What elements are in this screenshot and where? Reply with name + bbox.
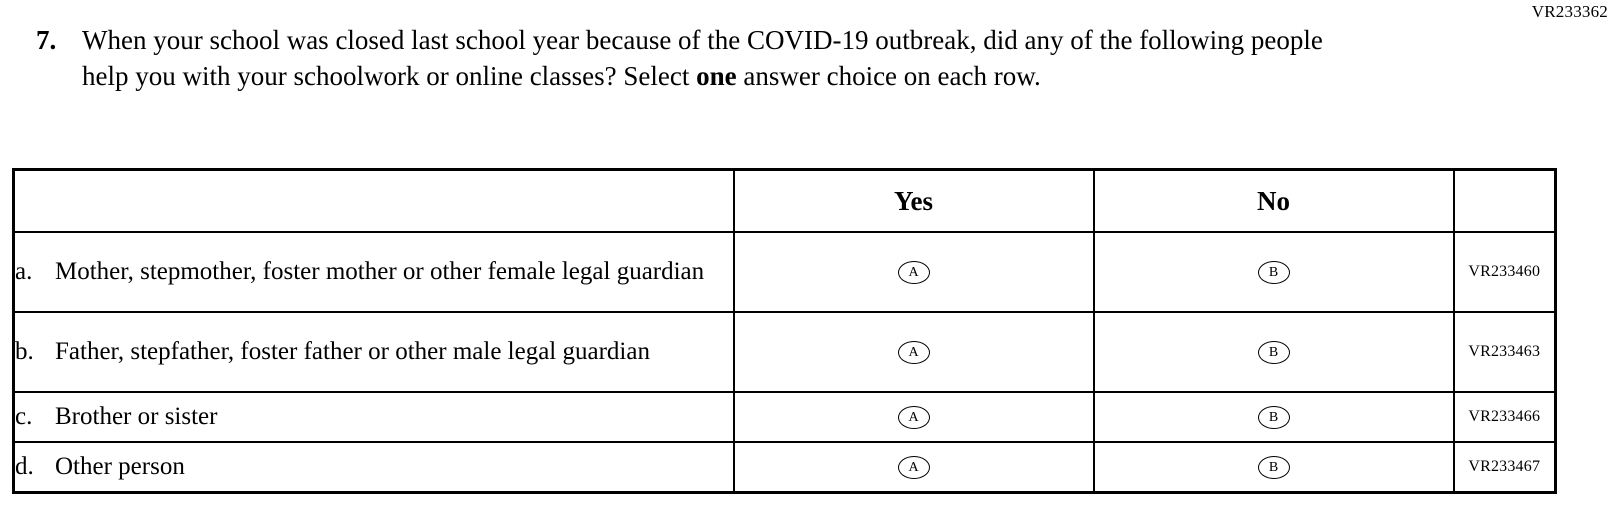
table-row: [14, 392, 1556, 442]
row-item-c: [14, 392, 734, 442]
bubble-a-icon[interactable]: A: [898, 341, 930, 364]
row-item-b: [14, 312, 734, 392]
table-header-row: [14, 170, 1556, 233]
bubble-a-icon[interactable]: A: [898, 261, 930, 284]
bubble-b-icon[interactable]: B: [1258, 341, 1290, 364]
row-id: VR233467: [1454, 442, 1556, 493]
row-label: Father, stepfather, foster father or other male legal guardian: [55, 338, 650, 365]
table-row: [14, 312, 1556, 392]
table-row: [14, 442, 1556, 493]
bubble-b-icon[interactable]: B: [1258, 261, 1290, 284]
question-text: [82, 22, 1352, 94]
row-letter: a.: [15, 258, 33, 285]
bubble-b-icon[interactable]: B: [1258, 456, 1290, 479]
row-item-a: [14, 232, 734, 312]
question-number: 7.: [36, 25, 57, 55]
no-option-c[interactable]: [1094, 392, 1454, 442]
bubble-a-icon[interactable]: A: [898, 406, 930, 429]
header-no: No: [1094, 170, 1454, 233]
page-item-id: VR233362: [1531, 2, 1608, 21]
row-label: Other person: [55, 453, 185, 480]
row-label: Mother, stepmother, foster mother or other female legal guardian: [55, 258, 705, 285]
bubble-a-icon[interactable]: A: [898, 456, 930, 479]
answer-grid: [12, 168, 1557, 494]
bubble-b-icon[interactable]: B: [1258, 406, 1290, 429]
header-yes: Yes: [734, 170, 1094, 233]
question-text-emphasis: one: [696, 61, 737, 91]
row-letter: c.: [15, 403, 33, 430]
row-item-d: [14, 442, 734, 493]
header-id-column: [1454, 170, 1556, 233]
row-letter: d.: [15, 453, 34, 480]
header-item-column: [14, 170, 734, 233]
row-id: VR233466: [1454, 392, 1556, 442]
no-option-d[interactable]: [1094, 442, 1454, 493]
yes-option-d[interactable]: [734, 442, 1094, 493]
table-row: [14, 232, 1556, 312]
row-letter: b.: [15, 338, 34, 365]
yes-option-c[interactable]: [734, 392, 1094, 442]
yes-option-b[interactable]: [734, 312, 1094, 392]
no-option-a[interactable]: [1094, 232, 1454, 312]
yes-option-a[interactable]: [734, 232, 1094, 312]
question-block: [36, 22, 1456, 94]
question-text-part1: When your school was closed last school year because of the COVID-19 outbreak, did any of the following people help you with your schoolwork or online classes? Select: [82, 25, 1323, 91]
row-label: Brother or sister: [55, 403, 218, 430]
no-option-b[interactable]: [1094, 312, 1454, 392]
row-id: VR233460: [1454, 232, 1556, 312]
question-text-part2: answer choice on each row.: [736, 61, 1041, 91]
row-id: VR233463: [1454, 312, 1556, 392]
